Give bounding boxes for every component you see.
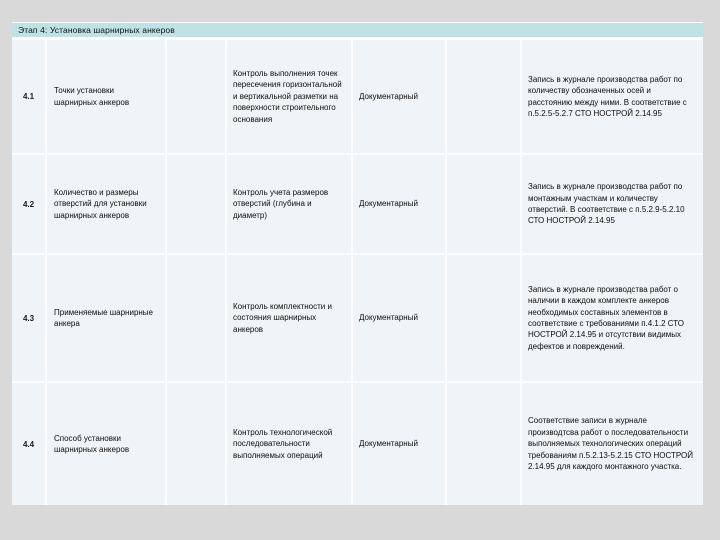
- documentation-text: Запись в журнале производства работ по количеству обозначенных осей и расстоянию между ними. В соответствие с п.5.2.5-5.2.7 СТО НОСТРОЙ 2.14.95: [528, 74, 687, 118]
- table-row: [12, 154, 703, 254]
- row-number-cell: 4.4: [12, 382, 46, 505]
- control-subject-cell: [226, 382, 352, 505]
- documentation-text: Запись в журнале производства работ по монтажным участкам и количеству отверстий. В соответствие с п.5.2.9-5.2.10 СТО НОСТРОЙ 2.14.95: [528, 182, 685, 226]
- control-subject-cell: [226, 39, 352, 154]
- control-subject-cell: [226, 254, 352, 382]
- work-description-text: Точки установки шарнирных анкеров: [54, 86, 130, 107]
- documentation-cell: [521, 154, 703, 254]
- blank-cell-1: [166, 39, 226, 154]
- control-table-body: [12, 38, 703, 505]
- page-title: Этап 4: Установка шарнирных анкеров: [18, 25, 175, 35]
- documentation-text: Запись в журнале производства работ о наличии в каждом комплекте анкеров необходимых составных элементов в соответствие с требованиями п.4.1.2 СТО НОСТРОЙ 2.14.95 и отсутствии видимых дефектов и повреждений.: [528, 284, 685, 351]
- blank-text-1: [167, 316, 225, 320]
- row-number-cell: 4.1: [12, 39, 46, 154]
- work-description-cell: [46, 154, 166, 254]
- row-number-cell: 4.2: [12, 154, 46, 254]
- control-type-text: Документарный: [359, 313, 418, 323]
- documentation-cell: [521, 254, 703, 382]
- blank-cell-2: [446, 382, 521, 505]
- control-subject-text: Контроль комплектности и состояния шарнирных анкеров: [233, 301, 332, 334]
- documentation-cell: [521, 39, 703, 154]
- blank-cell-2: [446, 254, 521, 382]
- documentation-text: Соответствие записи в журнале производтсва работ о последовательности выполняемых технологических операций требованиям п.5.2.13-5.2.15 СТО НОСТРОЙ 2.14.95 для каждого монтажного участка.: [528, 416, 693, 472]
- control-type-cell: [352, 254, 446, 382]
- row-number-cell: 4.3: [12, 254, 46, 382]
- blank-text-2: [447, 442, 520, 446]
- documentation-cell: [521, 382, 703, 505]
- work-description-cell: [46, 382, 166, 505]
- blank-text-2: [447, 202, 520, 206]
- blank-text-1: [167, 95, 225, 99]
- blank-text-2: [447, 95, 520, 99]
- control-subject-text: Контроль технологической последовательности выполняемых операций: [233, 427, 333, 460]
- control-type-cell: [352, 39, 446, 154]
- control-subject-text: Контроль выполнения точек пересечения горизонтальной и вертикальной разметки на поверхности строительного основания: [233, 68, 342, 124]
- control-type-cell: [352, 154, 446, 254]
- table-row: [12, 254, 703, 382]
- control-subject-cell: [226, 154, 352, 254]
- control-subject-text: Контроль учета размеров отверстий (глубина и диаметр): [233, 187, 329, 220]
- blank-cell-1: [166, 254, 226, 382]
- blank-text-1: [167, 442, 225, 446]
- blank-cell-1: [166, 382, 226, 505]
- control-type-text: Документарный: [359, 439, 418, 449]
- work-description-text: Способ установки шарнирных анкеров: [54, 433, 130, 454]
- table-row: [12, 39, 703, 154]
- blank-text-1: [167, 202, 225, 206]
- control-table: [12, 38, 703, 505]
- work-description-text: Применяемые шарнирные анкера: [54, 307, 154, 328]
- blank-cell-2: [446, 154, 521, 254]
- work-description-text: Количество и размеры отверстий для установки шарнирных анкеров: [54, 187, 147, 220]
- control-type-cell: [352, 382, 446, 505]
- blank-text-2: [447, 316, 520, 320]
- blank-cell-1: [166, 154, 226, 254]
- work-description-cell: [46, 39, 166, 154]
- table-row: [12, 382, 703, 505]
- control-type-text: Документарный: [359, 199, 418, 209]
- blank-cell-2: [446, 39, 521, 154]
- stage-header-bar: [12, 22, 703, 38]
- work-description-cell: [46, 254, 166, 382]
- stage-table-container: [12, 22, 703, 514]
- control-type-text: Документарный: [359, 91, 418, 101]
